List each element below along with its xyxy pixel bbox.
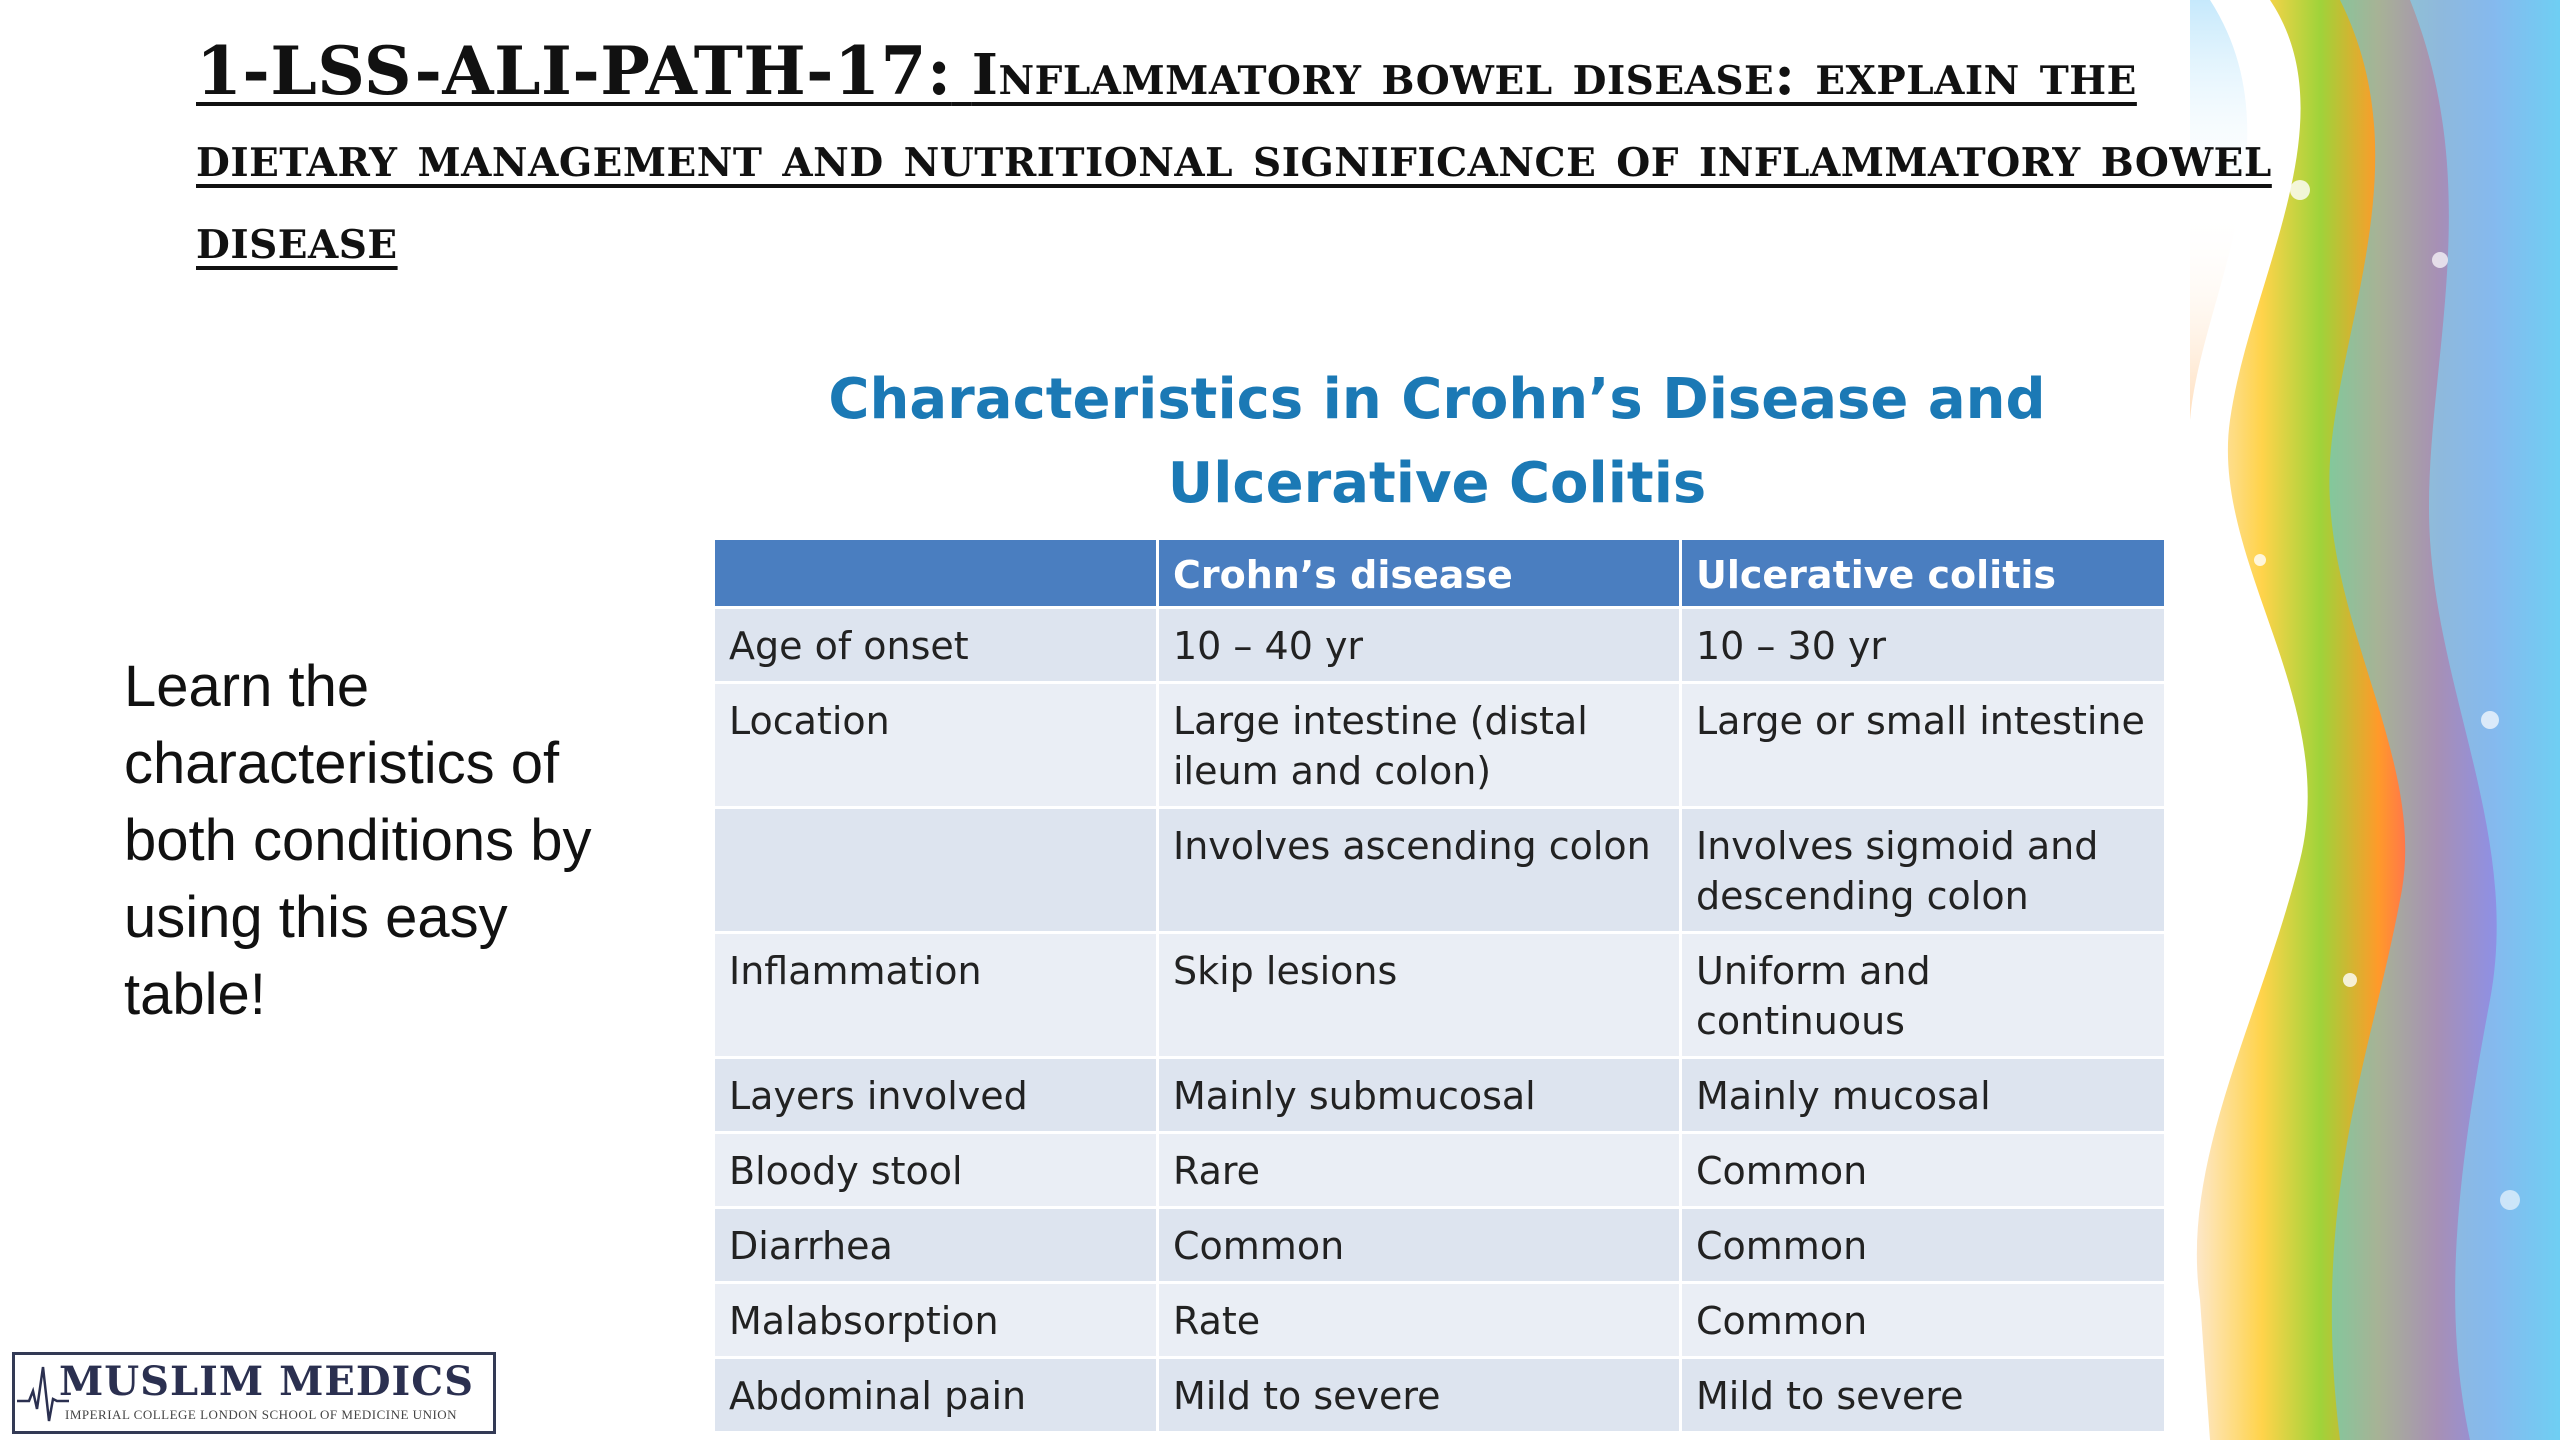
crohns-value: Large intestine (distal ileum and colon)	[1158, 683, 1681, 808]
crohns-value: Rate	[1158, 1283, 1681, 1358]
table-row	[714, 683, 2166, 808]
row-label: Malabsorption	[714, 1283, 1158, 1358]
row-label: Location	[714, 683, 1158, 808]
crohns-value: 10 – 40 yr	[1158, 608, 1681, 683]
table-row	[714, 808, 2166, 933]
uc-value: Large or small intestine	[1681, 683, 2166, 808]
uc-value: Mainly mucosal	[1681, 1058, 2166, 1133]
title-text: Inflammatory bowel disease: explain the dietary management and nutritional significance of inflammatory bowel disease	[196, 42, 2272, 272]
crohns-value: Skip lesions	[1158, 933, 1681, 1058]
table-row	[714, 1133, 2166, 1208]
side-note: Learn the characteristics of both conditions by using this easy table!	[124, 654, 592, 1027]
row-label: Bloody stool	[714, 1133, 1158, 1208]
uc-value: Common	[1681, 1283, 2166, 1358]
header-cell-crohns: Crohn’s disease	[1158, 539, 1681, 608]
header-cell-ulcerative-colitis: Ulcerative colitis	[1681, 539, 2166, 608]
uc-value: Mild to severe	[1681, 1358, 2166, 1433]
muslim-medics-logo	[12, 1352, 496, 1434]
row-label: Diarrhea	[714, 1208, 1158, 1283]
table-row	[714, 1358, 2166, 1433]
uc-value: 10 – 30 yr	[1681, 608, 2166, 683]
logo-subtitle: IMPERIAL COLLEGE LONDON SCHOOL OF MEDICINE UNION	[65, 1407, 458, 1422]
table-row	[714, 1208, 2166, 1283]
row-label: Age of onset	[714, 608, 1158, 683]
slide-title	[196, 30, 2336, 280]
crohns-value: Mild to severe	[1158, 1358, 1681, 1433]
header-cell-empty	[714, 539, 1158, 608]
table-row	[714, 1058, 2166, 1133]
crohns-value: Rare	[1158, 1133, 1681, 1208]
table-header-row	[714, 539, 2166, 608]
row-label: Abdominal pain	[714, 1358, 1158, 1433]
table-heading-line-1: Characteristics in Crohn’s Disease and	[828, 367, 2046, 432]
table-heading-line-2: Ulcerative Colitis	[1167, 451, 1707, 516]
crohns-value: Common	[1158, 1208, 1681, 1283]
row-label	[714, 808, 1158, 933]
row-label: Inflammation	[714, 933, 1158, 1058]
uc-value: Involves sigmoid and descending colon	[1681, 808, 2166, 933]
table-heading	[712, 358, 2162, 526]
logo-name: MUSLIM MEDICS	[59, 1358, 474, 1405]
uc-value: Uniform and continuous	[1681, 933, 2166, 1058]
title-code: 1-LSS-ALI-PATH-17:	[196, 32, 952, 110]
uc-value: Common	[1681, 1208, 2166, 1283]
table-row	[714, 1283, 2166, 1358]
crohns-value: Mainly submucosal	[1158, 1058, 1681, 1133]
crohns-value: Involves ascending colon	[1158, 808, 1681, 933]
table-row	[714, 933, 2166, 1058]
comparison-table	[712, 537, 2167, 1434]
uc-value: Common	[1681, 1133, 2166, 1208]
row-label: Layers involved	[714, 1058, 1158, 1133]
table-row	[714, 608, 2166, 683]
